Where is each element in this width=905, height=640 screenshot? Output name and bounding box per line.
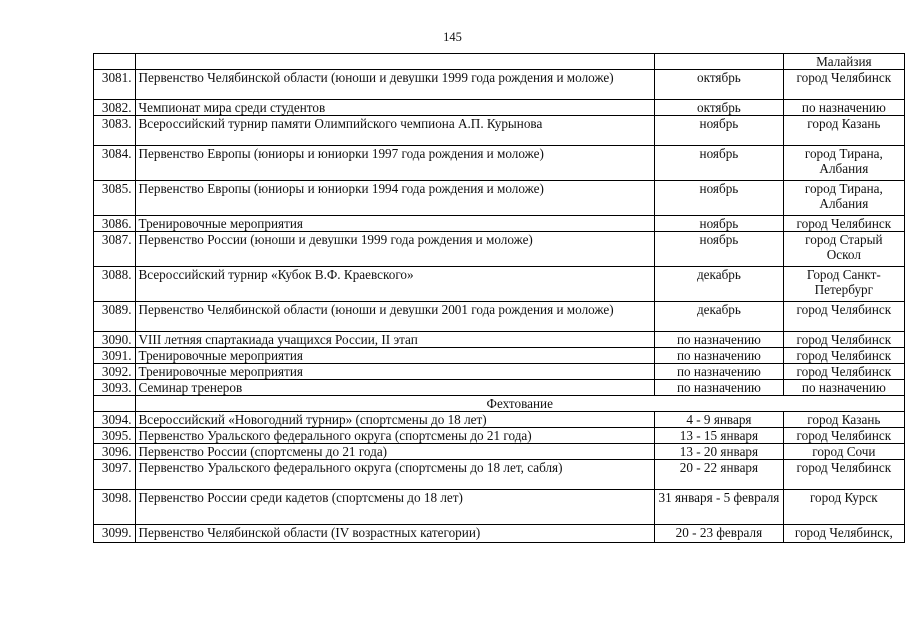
row-number: 3097. (94, 460, 136, 490)
row-number: 3093. (94, 380, 136, 396)
row-number: 3099. (94, 525, 136, 543)
event-place: город Казань (783, 116, 904, 146)
table-row (94, 364, 905, 380)
table-row (94, 490, 905, 525)
table-row (94, 412, 905, 428)
table-row (94, 348, 905, 364)
event-date: 13 - 15 января (655, 428, 784, 444)
event-date: 20 - 23 февраля (655, 525, 784, 543)
event-name: Чемпионат мира среди студентов (135, 100, 655, 116)
event-place: город Челябинск (783, 70, 904, 100)
event-date: ноябрь (655, 232, 784, 267)
event-date: октябрь (655, 100, 784, 116)
event-name: Первенство Уральского федерального округа (спортсмены до 18 лет, сабля) (135, 460, 655, 490)
row-number: 3089. (94, 302, 136, 332)
event-place: город Челябинск (783, 216, 904, 232)
event-date: 13 - 20 января (655, 444, 784, 460)
event-date (655, 54, 784, 70)
event-place: город Челябинск (783, 428, 904, 444)
table-row (94, 332, 905, 348)
table-row (94, 267, 905, 302)
event-name: Тренировочные мероприятия (135, 364, 655, 380)
event-name: Всероссийский «Новогодний турнир» (спортсмены до 18 лет) (135, 412, 655, 428)
event-name: Первенство России (юноши и девушки 1999 года рождения и моложе) (135, 232, 655, 267)
event-place: город Сочи (783, 444, 904, 460)
event-date: по назначению (655, 364, 784, 380)
row-number: 3087. (94, 232, 136, 267)
event-date: по назначению (655, 380, 784, 396)
row-number: 3088. (94, 267, 136, 302)
section-empty-cell (94, 396, 136, 412)
event-place: город Челябинск (783, 348, 904, 364)
row-number: 3095. (94, 428, 136, 444)
event-date: 4 - 9 января (655, 412, 784, 428)
event-name: Всероссийский турнир «Кубок В.Ф. Краевского» (135, 267, 655, 302)
row-number: 3091. (94, 348, 136, 364)
event-name: Первенство Челябинской области (юноши и девушки 1999 года рождения и моложе) (135, 70, 655, 100)
event-name: Первенство Челябинской области (IV возрастных категории) (135, 525, 655, 543)
section-row (94, 396, 905, 412)
event-place: город Челябинск (783, 332, 904, 348)
event-name: Первенство Челябинской области (юноши и девушки 2001 года рождения и моложе) (135, 302, 655, 332)
event-place: город Тирана, Албания (783, 181, 904, 216)
event-date: ноябрь (655, 146, 784, 181)
event-name: Семинар тренеров (135, 380, 655, 396)
event-name: VIII летняя спартакиада учащихся России, II этап (135, 332, 655, 348)
table-row (94, 302, 905, 332)
row-number: 3085. (94, 181, 136, 216)
event-place: город Челябинск, (783, 525, 904, 543)
table-row (94, 181, 905, 216)
table-row (94, 146, 905, 181)
event-place: город Курск (783, 490, 904, 525)
event-place: город Челябинск (783, 302, 904, 332)
row-number: 3096. (94, 444, 136, 460)
event-place: город Челябинск (783, 460, 904, 490)
event-place: по назначению (783, 380, 904, 396)
table-row (94, 100, 905, 116)
table-row (94, 232, 905, 267)
event-name: Первенство России среди кадетов (спортсмены до 18 лет) (135, 490, 655, 525)
event-date: 31 января - 5 февраля (655, 490, 784, 525)
event-date: декабрь (655, 302, 784, 332)
table-row (94, 428, 905, 444)
event-name (135, 54, 655, 70)
schedule-table (93, 53, 905, 543)
event-date: по назначению (655, 332, 784, 348)
event-date: по назначению (655, 348, 784, 364)
event-date: декабрь (655, 267, 784, 302)
row-number (94, 54, 136, 70)
row-number: 3083. (94, 116, 136, 146)
row-number: 3094. (94, 412, 136, 428)
row-number: 3090. (94, 332, 136, 348)
row-number: 3084. (94, 146, 136, 181)
row-number: 3092. (94, 364, 136, 380)
event-name: Первенство Европы (юниоры и юниорки 1997 года рождения и моложе) (135, 146, 655, 181)
event-date: ноябрь (655, 181, 784, 216)
event-name: Первенство Уральского федерального округа (спортсмены до 21 года) (135, 428, 655, 444)
row-number: 3081. (94, 70, 136, 100)
table-row (94, 54, 905, 70)
event-place: Малайзия (783, 54, 904, 70)
section-title: Фехтование (135, 396, 904, 412)
event-place: город Старый Оскол (783, 232, 904, 267)
table-row (94, 380, 905, 396)
table-row (94, 70, 905, 100)
event-date: 20 - 22 января (655, 460, 784, 490)
event-name: Первенство России (спортсмены до 21 года) (135, 444, 655, 460)
event-place: город Тирана, Албания (783, 146, 904, 181)
event-place: город Казань (783, 412, 904, 428)
row-number: 3098. (94, 490, 136, 525)
event-date: октябрь (655, 70, 784, 100)
table-row (94, 216, 905, 232)
event-place: по назначению (783, 100, 904, 116)
event-name: Первенство Европы (юниоры и юниорки 1994 года рождения и моложе) (135, 181, 655, 216)
table-row (94, 116, 905, 146)
event-place: город Челябинск (783, 364, 904, 380)
row-number: 3086. (94, 216, 136, 232)
event-name: Тренировочные мероприятия (135, 216, 655, 232)
table-row (94, 525, 905, 543)
table-row (94, 444, 905, 460)
event-name: Тренировочные мероприятия (135, 348, 655, 364)
event-date: ноябрь (655, 216, 784, 232)
event-date: ноябрь (655, 116, 784, 146)
event-name: Всероссийский турнир памяти Олимпийского чемпиона А.П. Курынова (135, 116, 655, 146)
row-number: 3082. (94, 100, 136, 116)
table-row (94, 460, 905, 490)
page-number: 145 (443, 30, 462, 44)
event-place: Город Санкт-Петербург (783, 267, 904, 302)
